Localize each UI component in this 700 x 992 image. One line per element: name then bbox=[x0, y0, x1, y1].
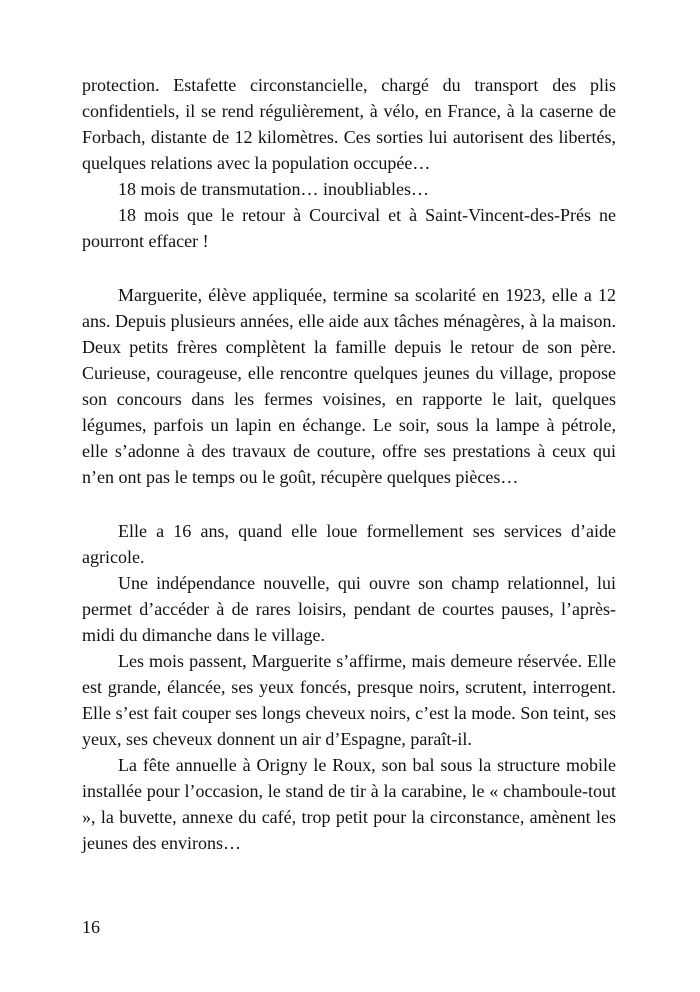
paragraph: Les mois passent, Marguerite s’affirme, mais demeure réservée. Elle est grande, élancée, ses yeux foncés, presque noirs, scrutent, interrogent. Elle s’est fait couper ses longs cheveux noirs, c’est la mode. Son teint, ses yeux, ses cheveux donnent un air d’Espagne, paraît-il. bbox=[82, 651, 616, 749]
paragraph: 18 mois de transmutation… inoubliables… bbox=[118, 179, 429, 199]
paragraph: Une indépendance nouvelle, qui ouvre son champ relationnel, lui permet d’accéder à de rares loisirs, pendant de courtes pauses, l’après-midi du dimanche dans le village. bbox=[82, 573, 616, 645]
paragraph: La fête annuelle à Origny le Roux, son bal sous la structure mobile installée pour l’occasion, le stand de tir à la carabine, le « chamboule-tout », la buvette, annexe du café, trop petit pour la circonstance, amènent les jeunes des environs… bbox=[82, 755, 616, 853]
page-body bbox=[82, 72, 616, 856]
page-number: 16 bbox=[82, 917, 100, 937]
section-1 bbox=[82, 72, 616, 254]
paragraph: Marguerite, élève appliquée, termine sa scolarité en 1923, elle a 12 ans. Depuis plusieurs années, elle aide aux tâches ménagères, à la maison. Deux petits frères complètent la famille depuis le retour de son père. Curieuse, courageuse, elle rencontre quelques jeunes du village, propose son concours dans les fermes voisines, en rapporte le lait, quelques légumes, parfois un lapin en échange. Le soir, sous la lampe à pétrole, elle s’adonne à des travaux de couture, offre ses prestations à ceux qui n’en ont pas le temps ou le goût, récupère quelques pièces… bbox=[82, 285, 616, 487]
paragraph: Elle a 16 ans, quand elle loue formellement ses services d’aide agricole. bbox=[82, 521, 616, 567]
paragraph: protection. Estafette circonstancielle, chargé du transport des plis confidentiels, il se rend régulièrement, à vélo, en France, à la caserne de Forbach, distante de 12 kilomètres. Ces sorties lui autorisent des libertés, quelques relations avec la population occupée… bbox=[82, 75, 616, 173]
section-3 bbox=[82, 518, 616, 856]
paragraph: 18 mois que le retour à Courcival et à Saint-Vincent-des-Prés ne pourront effacer ! bbox=[82, 205, 616, 251]
section-2 bbox=[82, 282, 616, 490]
